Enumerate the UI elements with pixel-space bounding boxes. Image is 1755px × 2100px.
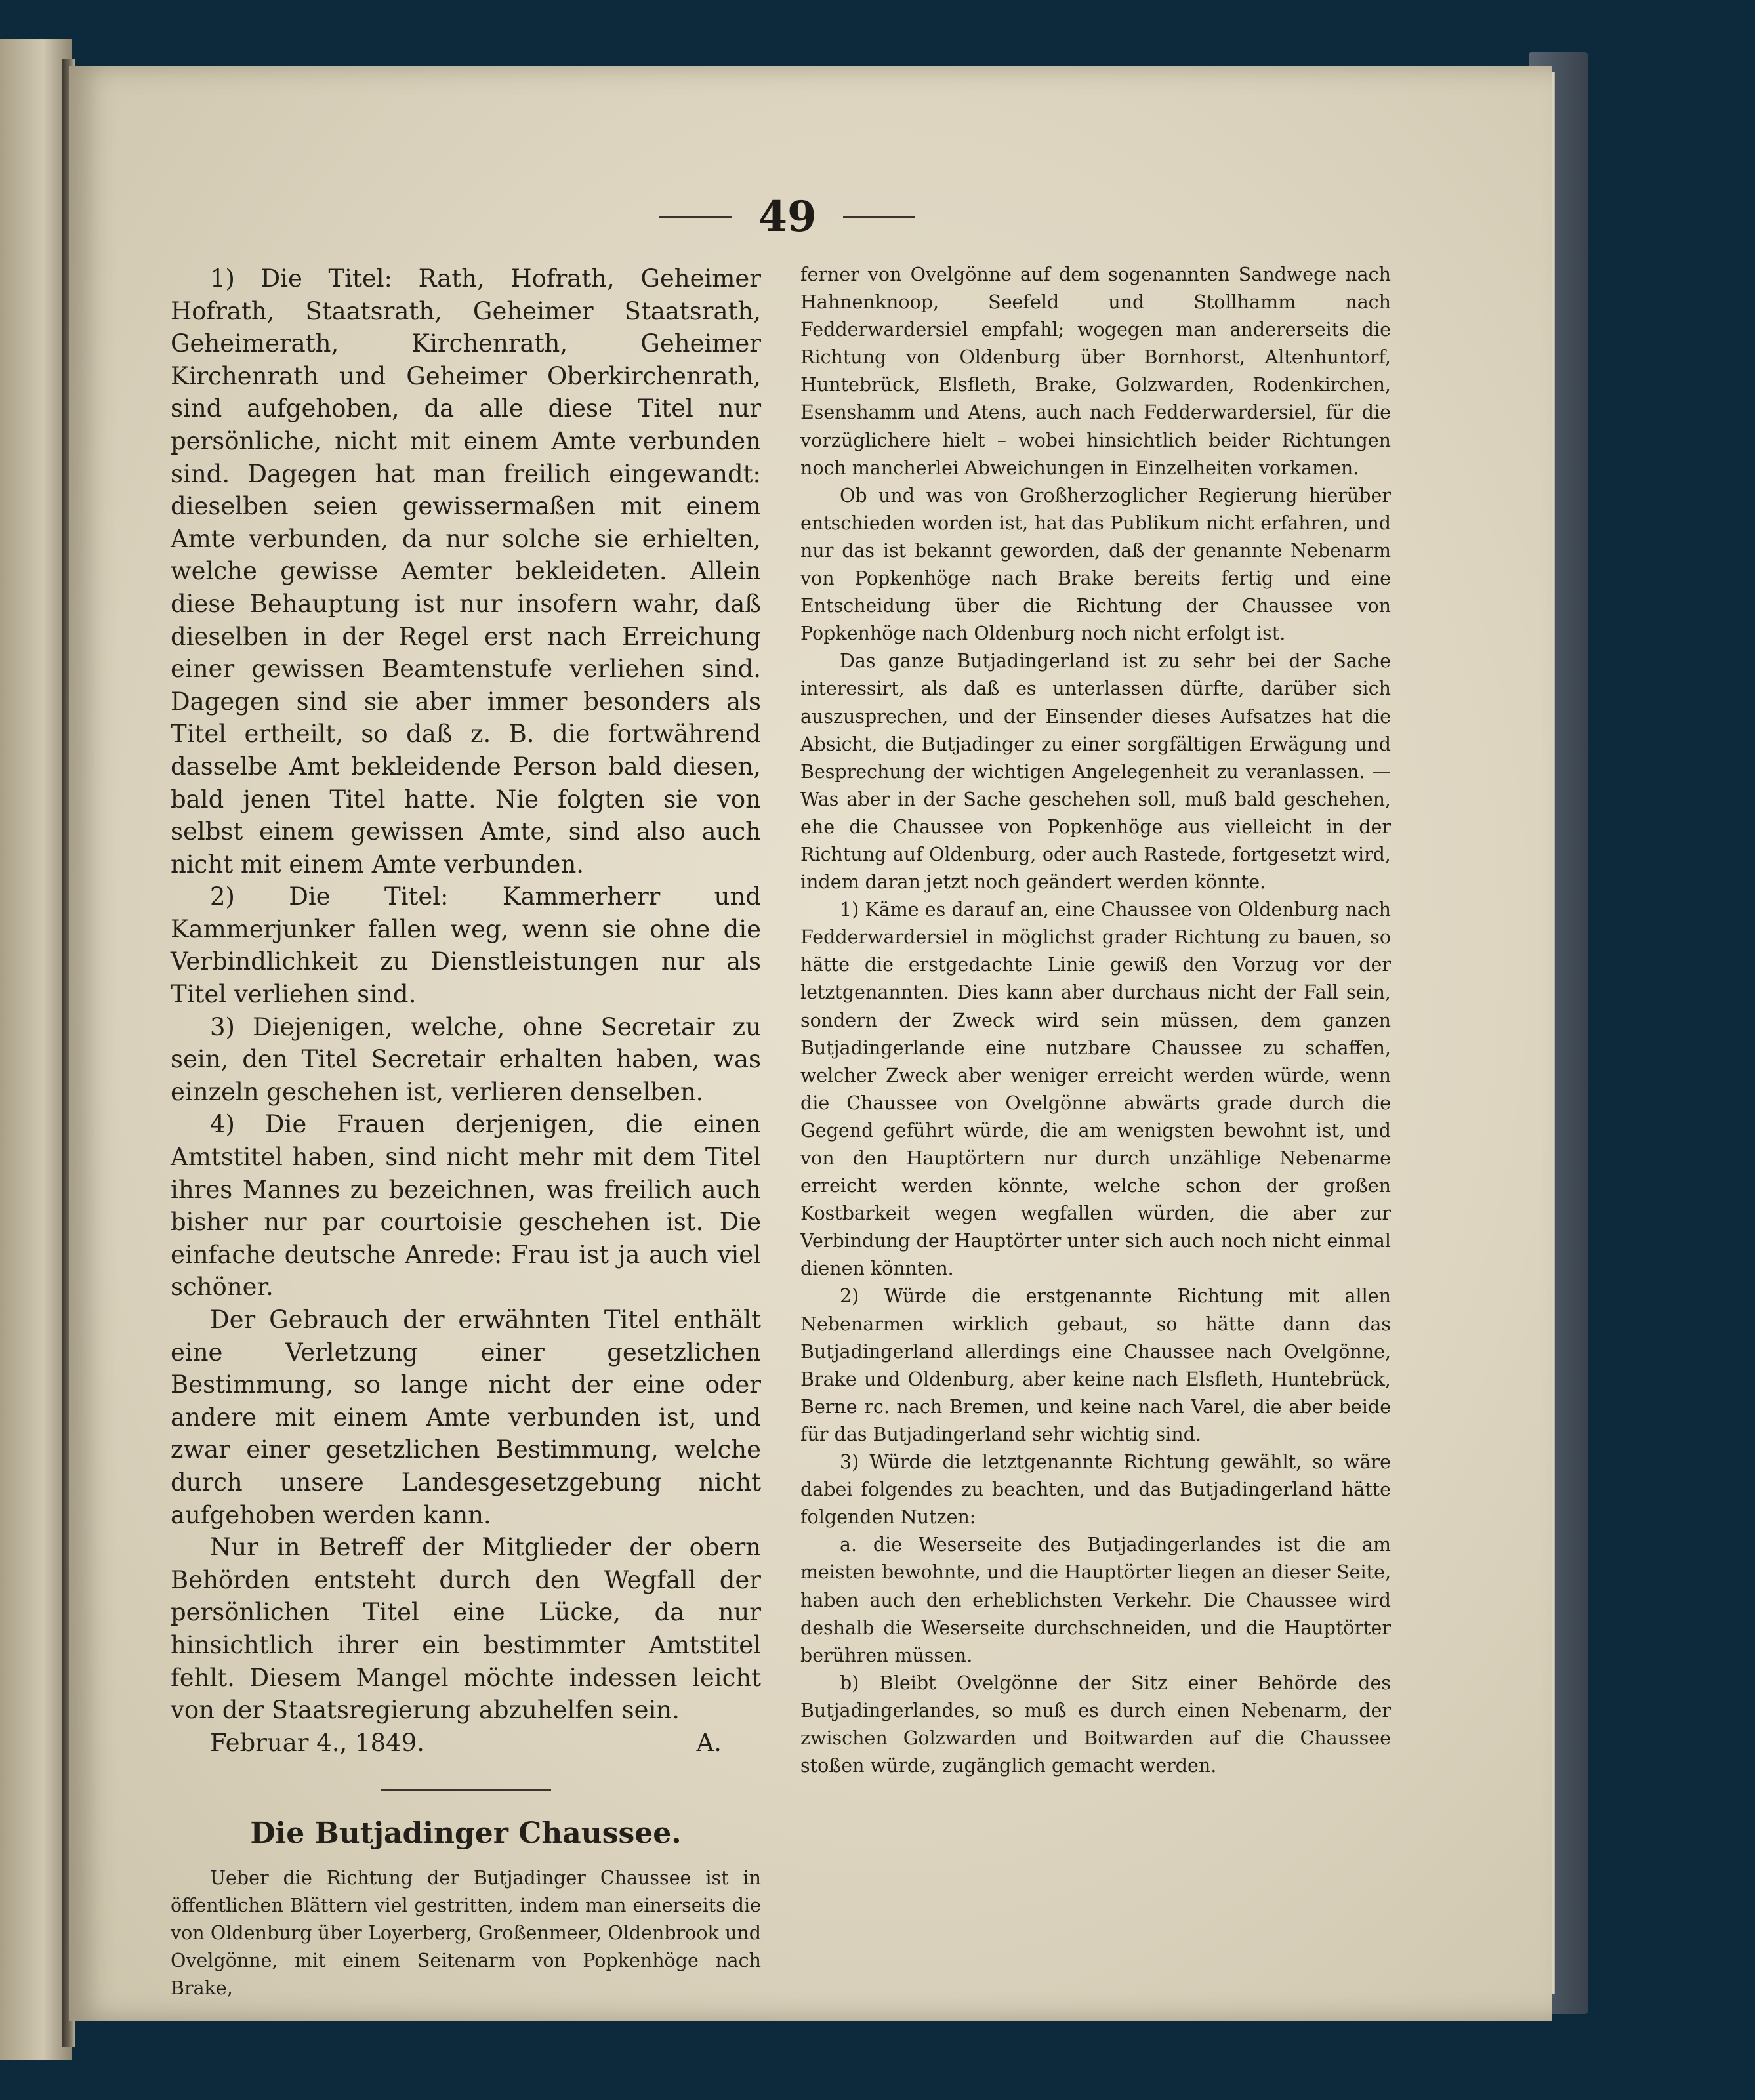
paragraph: 4) Die Frauen derjenigen, die einen Amtstitel haben, sind nicht mehr mit dem Titel ihres Mannes zu bezeichnen, was freilich auch bisher nur par courtoisie geschehen ist. Die einfache deutsche Anrede: Frau ist ja auch viel schöner. [171, 1110, 761, 1302]
page-number: 49 [758, 192, 817, 241]
dateline [171, 1727, 761, 1760]
article-title: Die Butjadinger Chaussee. [250, 1817, 682, 1851]
paragraph: 1) Käme es darauf an, eine Chaussee von Oldenburg nach Fedderwardersiel in möglichst grader Richtung zu bauen, so hätte die erstgedachte Linie gewiß den Vorzug vor der letztgenannten. Dies kann aber durchaus nicht der Fall sein, sondern der Zweck wird sein müssen, dem ganzen Butjadingerlande eine nutzbare Chaussee zu schaffen, welcher Zweck aber weniger erreicht werden würde, wenn die Chaussee von Ovelgönne abwärts grade durch die Gegend geführt würde, die am wenigsten bewohnt ist, und von den Hauptörtern nur durch unzählige Nebenarme erreicht werden könnte, welche schon der großen Kostbarkeit wegen wegfallen würden, die aber zur Verbindung der Hauptörter unter sich auch noch nicht einmal dienen könnten. [800, 899, 1391, 1280]
paragraph: a. die Weserseite des Butjadingerlandes ist die am meisten bewohnte, und die Hauptörter liegen an dieser Seite, haben auch den erheblichsten Verkehr. Die Chaussee wird deshalb die Weserseite durchschneiden, und die Hauptörter berühren müssen. [800, 1534, 1391, 1666]
paragraph: Ueber die Richtung der Butjadinger Chaussee ist in öffentlichen Blättern viel gestritten, indem man einerseits die von Oldenburg über Loyerberg, Großenmeer, Oldenbrook und Ovelgönne, mit einem Seitenarm von Popkenhöge nach Brake, [171, 1866, 761, 2000]
date: Februar 4., 1849. [210, 1728, 425, 1757]
page-header [630, 187, 945, 246]
paragraph: 2) Würde die erstgenannte Richtung mit allen Nebenarmen wirklich gebaut, so hätte dann das Butjadingerland allerdings eine Chaussee nach Ovelgönne, Brake und Oldenburg, aber keine nach Elsfleth, Huntebrück, Berne rc. nach Bremen, und keine nach Varel, die aber beide für das Butjadingerland sehr wichtig sind. [800, 1285, 1391, 1445]
article-body [171, 1864, 761, 2002]
paragraph: 2) Die Titel: Kammerherr und Kammerjunker fallen weg, wenn sie ohne die Verbindlichkeit zu Dienstleistungen nur als Titel verliehen sind. [171, 882, 761, 1009]
paragraph: Der Gebrauch der erwähnten Titel enthält eine Verletzung einer gesetzlichen Bestimmung, so lange nicht der eine oder andere mit einem Amte verbunden ist, und zwar einer gesetzlichen Bestimmung, welche durch unsere Landesgesetzgebung nicht aufgehoben werden kann. [171, 1306, 761, 1529]
facing-page-edge [0, 39, 72, 2060]
paragraph: 3) Diejenigen, welche, ohne Secretair zu sein, den Titel Secretair erhalten haben, was einzeln geschehen ist, verlieren denselben. [171, 1012, 761, 1106]
paragraph: b) Bleibt Ovelgönne der Sitz einer Behörde des Butjadingerlandes, so muß es durch einen Nebenarm, der zwischen Golzwarden und Boitwarden auf die Chaussee stoßen würde, zugänglich gemacht werden. [800, 1672, 1391, 1777]
signature: A. [696, 1728, 722, 1757]
paragraph: Nur in Betreff der Mitglieder der obern Behörden entsteht durch den Wegfall der persönlichen Titel eine Lücke, da nur hinsichtlich ihrer ein bestimmter Amtstitel fehlt. Diesem Mangel möchte indessen leicht von der Staatsregierung abzuhelfen sein. [171, 1533, 761, 1725]
paragraph: Das ganze Butjadingerland ist zu sehr bei der Sache interessirt, als daß es unterlassen dürfte, darüber sich auszusprechen, und der Einsender dieses Aufsatzes hat die Absicht, die Butjadinger zu einer sorgfältigen Erwägung und Besprechung der wichtigen Angelegenheit zu veranlassen. — Was aber in der Sache geschehen soll, muß bald geschehen, ehe die Chaussee von Popkenhöge aus vielleicht in der Richtung auf Oldenburg, oder auch Rastede, fortgesetzt wird, indem daran jetzt noch geändert werden könnte. [800, 650, 1391, 894]
right-column [800, 261, 1391, 1780]
section-divider [381, 1789, 551, 1791]
paragraph: 1) Die Titel: Rath, Hofrath, Geheimer Hofrath, Staatsrath, Geheimer Staatsrath, Geheimerath, Kirchenrath, Geheimer Kirchenrath und Geheimer Oberkirchenrath, sind aufgehoben, da alle diese Titel nur persönliche, nicht mit einem Amte verbunden sind. Dagegen hat man freilich eingewandt: dieselben seien gewissermaßen mit einem Amte verbunden, da nur solche sie erhielten, welche gewisse Aemter bekleideten. Allein diese Behauptung ist nur insofern wahr, daß dieselben in der Regel erst nach Erreichung einer gewissen Beamtenstufe verliehen sind. Dagegen sind sie aber immer besonders als Titel ertheilt, so daß z. B. die fortwährend dasselbe Amt bekleidende Person bald diesen, bald jenen Titel hatte. Nie folgten sie von selbst einem gewissen Amte, sind also auch nicht mit einem Amte verbunden. [171, 264, 761, 878]
paragraph: Ob und was von Großherzoglicher Regierung hierüber entschieden worden ist, hat das Publikum nicht erfahren, und nur das ist bekannt geworden, daß der genannte Nebenarm von Popkenhöge nach Brake bereits fertig und eine Entscheidung über die Richtung der Chaussee von Popkenhöge nach Oldenburg noch nicht erfolgt ist. [800, 484, 1391, 645]
header-rule-left [659, 216, 732, 218]
left-column [171, 262, 761, 2002]
paragraph: 3) Würde die letztgenannte Richtung gewählt, so wäre dabei folgendes zu beachten, und das Butjadingerland hätte folgenden Nutzen: [800, 1451, 1391, 1529]
header-rule-right [843, 216, 915, 218]
paragraph: ferner von Ovelgönne auf dem sogenannten Sandwege nach Hahnenknoop, Seefeld und Stollhamm nach Fedderwardersiel empfahl; wogegen man andererseits die Richtung von Oldenburg über Bornhorst, Altenhuntorf, Huntebrück, Elsfleth, Brake, Golzwarden, Rodenkirchen, Esenshamm und Atens, auch nach Fedderwardersiel, für die vorzüglichere hielt – wobei hinsichtlich beider Richtungen noch mancherlei Abweichungen in Einzelheiten vorkamen. [800, 264, 1391, 479]
